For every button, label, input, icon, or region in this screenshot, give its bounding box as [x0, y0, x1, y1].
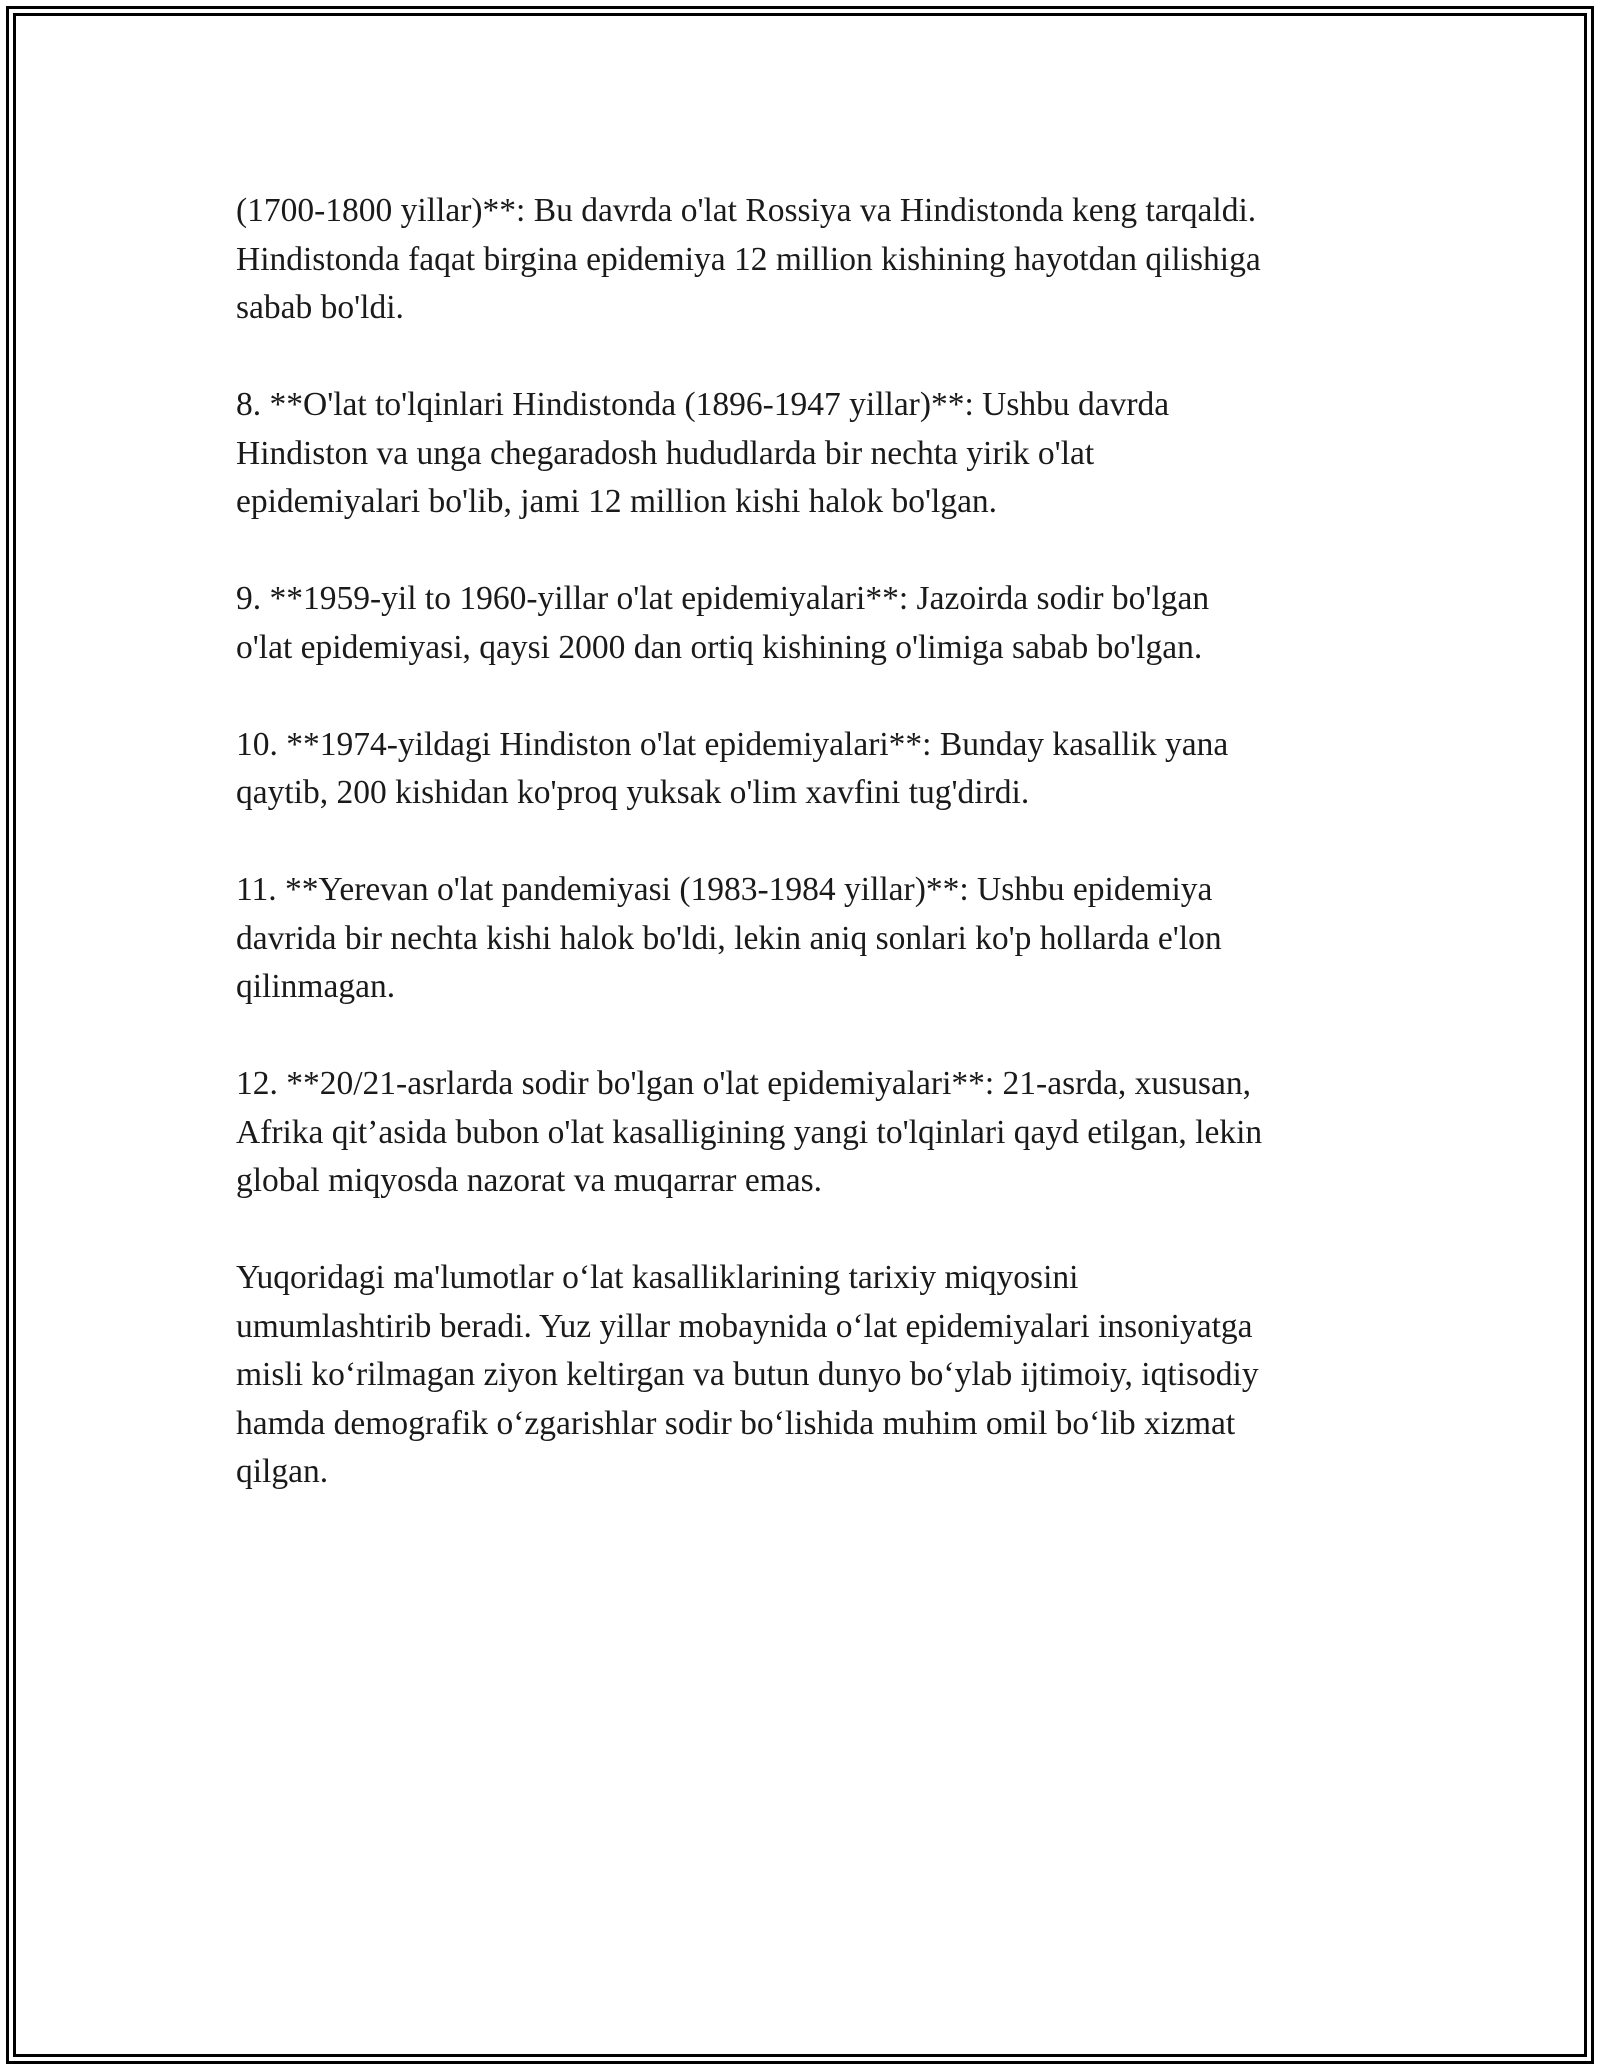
- paragraph-item-12: [236, 1060, 1368, 1206]
- text-line: 11. **Yerevan o'lat pandemiyasi (1983-1984 yillar)**: Ushbu epidemiya: [236, 871, 1213, 908]
- text-line: Afrika qit’asida bubon o'lat kasalligining yangi to'lqinlari qayd etilgan, lekin: [236, 1113, 1263, 1151]
- paragraph-item-10: [236, 721, 1368, 818]
- text-line: Hindistonda faqat birgina epidemiya 12 million kishining hayotdan qilishiga: [236, 240, 1261, 278]
- document-body: [236, 187, 1368, 1545]
- paragraph-item-9: [236, 575, 1368, 672]
- text-line: (1700-1800 yillar)**: Bu davrda o'lat Rossiya va Hindistonda keng tarqaldi.: [236, 192, 1257, 229]
- paragraph-item-8: [236, 381, 1368, 527]
- text-line: hamda demografik o‘zgarishlar sodir bo‘lishida muhim omil bo‘lib xizmat: [236, 1404, 1236, 1442]
- text-line: umumlashtirib beradi. Yuz yillar mobaynida o‘lat epidemiyalari insoniyatga: [236, 1307, 1253, 1345]
- paragraph-plague-1700-1800: [236, 187, 1368, 333]
- text-line: davrida bir nechta kishi halok bo'ldi, lekin aniq sonlari ko'p hollarda e'lon: [236, 919, 1222, 957]
- text-line: misli ko‘rilmagan ziyon keltirgan va butun dunyo bo‘ylab ijtimoiy, iqtisodiy: [236, 1356, 1259, 1393]
- text-line: 8. **O'lat to'lqinlari Hindistonda (1896-1947 yillar)**: Ushbu davrda: [236, 386, 1170, 423]
- text-line: Yuqoridagi ma'lumotlar o‘lat kasalliklarining tarixiy miqyosini: [236, 1259, 1079, 1296]
- text-line: 10. **1974-yildagi Hindiston o'lat epidemiyalari**: Bunday kasallik yana: [236, 725, 1229, 763]
- text-line: o'lat epidemiyasi, qaysi 2000 dan ortiq kishining o'limiga sabab bo'lgan.: [236, 628, 1203, 666]
- text-line: qilinmagan.: [236, 968, 396, 1005]
- text-line: global miqyosda nazorat va muqarrar emas.: [236, 1162, 823, 1199]
- text-line: sabab bo'ldi.: [236, 289, 404, 326]
- text-line: qaytib, 200 kishidan ko'proq yuksak o'lim xavfini tug'dirdi.: [236, 774, 1030, 811]
- paragraph-conclusion: [236, 1254, 1368, 1497]
- text-line: 9. **1959-yil to 1960-yillar o'lat epidemiyalari**: Jazoirda sodir bo'lgan: [236, 580, 1210, 617]
- paragraph-item-11: [236, 866, 1368, 1012]
- text-line: epidemiyalari bo'lib, jami 12 million kishi halok bo'lgan.: [236, 483, 998, 520]
- text-line: 12. **20/21-asrlarda sodir bo'lgan o'lat epidemiyalari**: 21-asrda, xususan,: [236, 1065, 1251, 1102]
- text-line: Hindiston va unga chegaradosh hududlarda bir nechta yirik o'lat: [236, 434, 1095, 472]
- text-line: qilgan.: [236, 1453, 329, 1490]
